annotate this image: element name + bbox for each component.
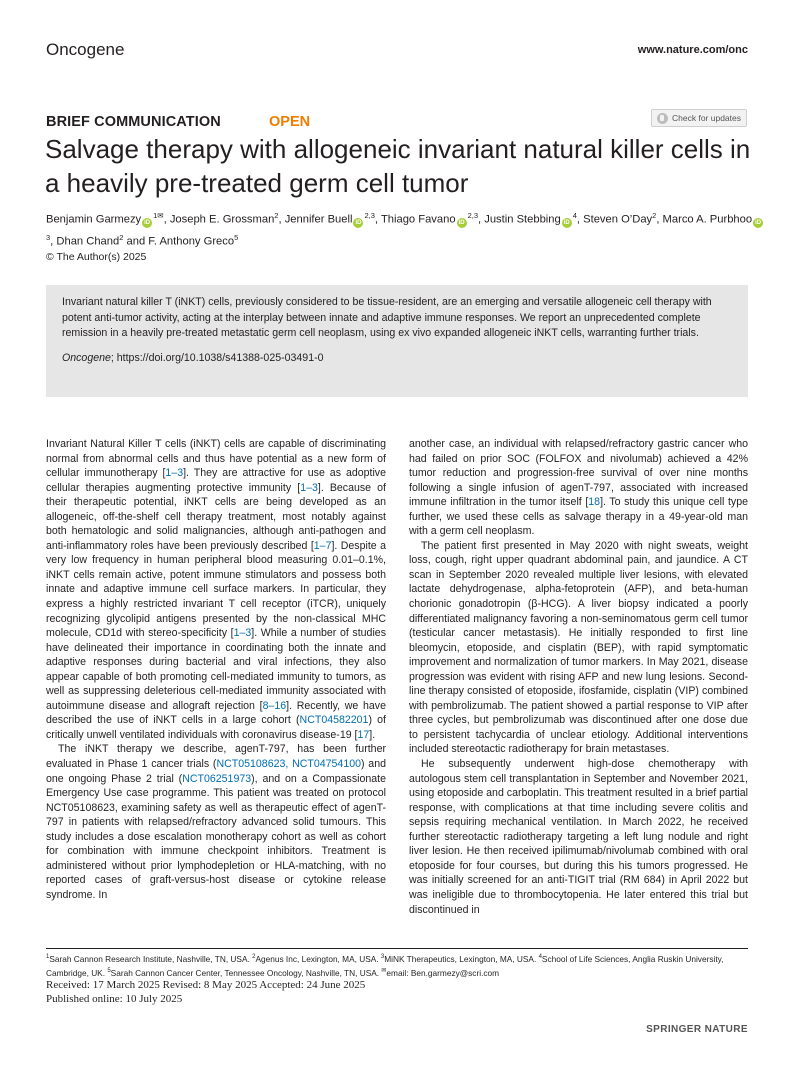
doi-line (62, 351, 732, 367)
body-text: ]. To study this unique cell type further, we used these cells as salvage therapy in a 49-year-old man with a germ cell neoplasm. (409, 496, 748, 538)
journal-name: Oncogene (46, 40, 125, 59)
author-affiliation-number: 5 (234, 233, 239, 243)
reference-link[interactable]: 18 (588, 496, 601, 509)
author-affiliation-number: 2,3 (364, 211, 375, 220)
author-name[interactable]: Thiago Favano (380, 213, 456, 226)
body-text: ), and on a Compassionate Emergency Use case programme. This patient was treated on protocol NCT05108623, examining safety as well as therapeutic effect of agenT-797 in patients with relapsed/refractory advanced solid tumours. This study includes a dose escalation monotherapy cohort as well as cohort for combination with immune checkpoint inhibitors. Treatment is administered without prior lymphodepletion or HLA-matching, with no reported cases of graft-versus-host disease or cytokine release syndrome. In (46, 772, 387, 901)
body-paragraph (46, 437, 386, 742)
body-text: ]. Because of their therapeutic potential, iNKT cells are being developed as an allogeneic, off-the-shelf cell therapy treatment, most notably against both hematologic and solid malignancies, although anti-pathogen and anti-inflammatory roles have been previously described [ (46, 481, 386, 552)
orcid-icon[interactable]: iD (563, 219, 570, 226)
body-text: The patient first presented in May 2020 with night sweats, weight loss, cough, right upper quadrant abdominal pain, and jaundice. A CT scan in September 2020 revealed multiple liver lesions, with elevated lactate dehydrogenase, alpha-fetoprotein (AFP), and beta-human chorionic gonadotropin (β-HCG). A liver biopsy indicated a poorly differentiated malignancy favoring a non-seminomatous germ cell tumor (testicular cancer metastasis). He initially responded to first line bleomycin, etoposide, and cisplatin (BEP), with rapid symptomatic improvement and normalization of tumor markers. In May 2021, disease progression was evident with rising AFP and new lung lesions. Second-line therapy consisted of etoposide, ifosfamide, cisplatin (VIP) combined with pembrolizumab. The patient showed a partial response to VIP after three cycles, but pembrolizumab was discontinued after one dose due to persistent tachycardia of unclear etiology. Additional interventions included stereotactic radiotherapy for brain metastases. (409, 539, 748, 756)
reference-link[interactable]: NCT06251973 (182, 772, 252, 785)
affiliation-text: Sarah Cannon Research Institute, Nashville, TN, USA. (49, 953, 253, 964)
bookmark-icon (657, 113, 668, 124)
author-name[interactable]: Jennifer Buell (284, 213, 353, 226)
author-affiliation-number: 3 (46, 233, 51, 243)
affiliations (46, 951, 748, 980)
reference-link[interactable]: 8–16 (262, 699, 287, 712)
author-list: Benjamin Garmezy $iD^{1✉}$, Joseph E. Grossman$^2$, Jennifer Buell iD$^{2,3}$, Thiago Favano iD$^{2,3}$, Justin Stebbing $iD^4$, Steven O’Day$^2$, Marco A. Purbhoo $iD^3$, Dhan Chand$^2$ and F. Anthony Greco$^5$ (46, 211, 762, 248)
author-affiliation-number: 2 (274, 211, 279, 220)
author-affiliation-number: 2,3 (467, 211, 479, 220)
footer-divider (46, 948, 748, 949)
body-text: ]. (369, 728, 376, 741)
affiliation-number: 5 (107, 968, 111, 975)
author-affiliation-number: 2 (119, 233, 124, 243)
received-dates: Received: 17 March 2025 Revised: 8 May 2025 Accepted: 24 June 2025 (46, 979, 366, 991)
body-column-left (46, 437, 386, 903)
author-affiliation-number: 1✉ (153, 211, 164, 220)
body-text: ]. Despite a very low frequency in human peripheral blood measuring 0.01–0.1%, iNKT cells remain active, potent immune stimulators and possess both innate and adaptive immune cell surface markers. In particular, they express a highly restricted invariant T cell receptor (iTCR), uniquely recognizing glycolipid antigens presented by the non-classical MHC molecule, CD1d with stereo-specificity [ (46, 539, 386, 640)
orcid-icon[interactable]: iD (458, 219, 465, 226)
body-paragraph (46, 742, 386, 902)
author-name[interactable]: Benjamin Garmezy (46, 213, 142, 226)
body-text: ) of critically unwell ventilated individuals with coronavirus disease-19 [ (46, 714, 386, 741)
author-name[interactable]: Justin Stebbing (484, 213, 561, 226)
reference-link[interactable]: 17 (357, 728, 370, 741)
article-dates (46, 978, 365, 1006)
body-text: ]. They are attractive for use as adoptive cellular therapies augmenting protective immunity [ (46, 467, 386, 494)
publisher-logo: SPRINGER NATURE (646, 1024, 748, 1035)
author-affiliation-number: 4 (572, 211, 577, 220)
reference-link[interactable]: 1–3 (165, 467, 184, 480)
affiliation-text: School of Life Sciences, Anglia Ruskin University, Cambridge, UK. (46, 953, 724, 979)
reference-link[interactable]: 1–3 (300, 481, 318, 494)
author-name[interactable]: Steven O’Day (583, 213, 653, 226)
check-updates-label: Check for updates (672, 113, 741, 123)
reference-link[interactable]: NCT05108623, NCT04754100 (216, 758, 361, 771)
published-date: Published online: 10 July 2025 (46, 993, 183, 1005)
body-text: ]. While a number of studies have delineated their importance in coordinating both the innate and adaptive responses during bacterial and viral infections, they also appear capable of both promoting cell-mediated immunity to tumors, as well as suppressing deleterious cell-mediated immunity associated with autoimmune disease and allograft rejection [ (46, 627, 386, 712)
abstract-box (46, 285, 748, 397)
author-affiliation-number: 2 (652, 211, 657, 220)
author-name[interactable]: Marco A. Purbhoo (662, 213, 753, 226)
journal-website-link[interactable]: www.nature.com/onc (637, 44, 748, 56)
affiliation-number: 4 (538, 954, 542, 960)
check-updates-button[interactable] (651, 109, 747, 127)
affiliation-number: 1 (46, 954, 50, 960)
reference-link[interactable]: 1–3 (233, 627, 252, 640)
orcid-icon[interactable]: iD (355, 219, 362, 226)
affiliation-text: email: Ben.garmezy@scri.com (386, 968, 500, 979)
author-name[interactable]: F. Anthony Greco (148, 235, 235, 248)
body-paragraph (409, 437, 748, 539)
body-paragraph (409, 539, 748, 757)
author-name[interactable]: Joseph E. Grossman (169, 213, 275, 226)
doi-link[interactable]: ; https://doi.org/10.1038/s41388-025-03491-0 (110, 351, 324, 364)
body-text: Invariant Natural Killer T cells (iNKT) cells are capable of discriminating normal from abnormal cells and thus have potential as a new form of cellular immunotherapy [ (46, 438, 386, 480)
affiliation-number: ✉ (381, 968, 387, 975)
affiliation-text: MiNK Therapeutics, Lexington, MA, USA. (384, 953, 539, 964)
body-text: another case, an individual with relapsed/refractory gastric cancer who had failed on prior SOC (FOLFOX and nivolumab) achieved a 42% tumor reduction and progression-free survival of over nine months following a single infusion of agenT-797, associated with increased immune infiltration in the tumor itself [ (409, 438, 748, 509)
body-column-right (409, 437, 748, 917)
copyright: © The Author(s) 2025 (46, 251, 147, 263)
orcid-icon[interactable]: iD (144, 219, 151, 226)
article-category: BRIEF COMMUNICATION (46, 114, 221, 130)
doi-journal: Oncogene (62, 351, 111, 364)
body-text: The iNKT therapy we describe, agenT-797, has been further evaluated in Phase 1 cancer trials ( (46, 743, 386, 771)
reference-link[interactable]: 1–7 (313, 539, 332, 552)
affiliation-text: Sarah Cannon Cancer Center, Tennessee Oncology, Nashville, TN, USA. (110, 968, 382, 979)
body-text: He subsequently underwent high-dose chemotherapy with autologous stem cell transplantation in September and November 2021, using etoposide and carboplatin. This treatment resulted in a brief partial response, with complications at that time including severe colitis and sepsis requiring mechanical ventilation. In March 2022, he received further stereotactic radiotherapy targeting a left lung nodule and right liver lesion. He then received ipilimumab/nivolumab combined with oral etoposide for four courses, but during this his tumors progressed. He was initially screened for an anti-TIGIT trial (RM 684) in April 2022 but was ineligible due to thrombocytopenia. He later entered this trial but discontinued in (409, 758, 749, 916)
author-name[interactable]: Dhan Chand (56, 235, 120, 248)
body-text: ) and one ongoing Phase 2 trial ( (46, 758, 386, 785)
orcid-icon[interactable]: iD (755, 219, 762, 226)
affiliation-text: Agenus Inc, Lexington, MA, USA. (255, 953, 381, 964)
affiliation-number: 2 (252, 954, 256, 960)
open-access-label: OPEN (269, 114, 311, 130)
body-text: ]. Recently, we have described the use of iNKT cells in a large cohort ( (46, 699, 386, 727)
affiliation-number: 3 (380, 954, 385, 960)
body-paragraph (409, 757, 748, 917)
reference-link[interactable]: NCT04582201 (299, 714, 369, 727)
abstract-text: Invariant natural killer T (iNKT) cells, previously considered to be tissue-resident, are an emerging and versatile allogeneic cell therapy with potent anti-tumor activity, acting at the interplay between innate and adaptive immune responses. We report an unprecedented complete remission in a heavily pre-treated metastatic germ cell neoplasm, using ex vivo expanded allogeneic iNKT cells, warranting further trials. (62, 296, 712, 339)
article-title: Salvage therapy with allogeneic invariant natural killer cells in a heavily pre-treated germ cell tumor (45, 134, 751, 198)
